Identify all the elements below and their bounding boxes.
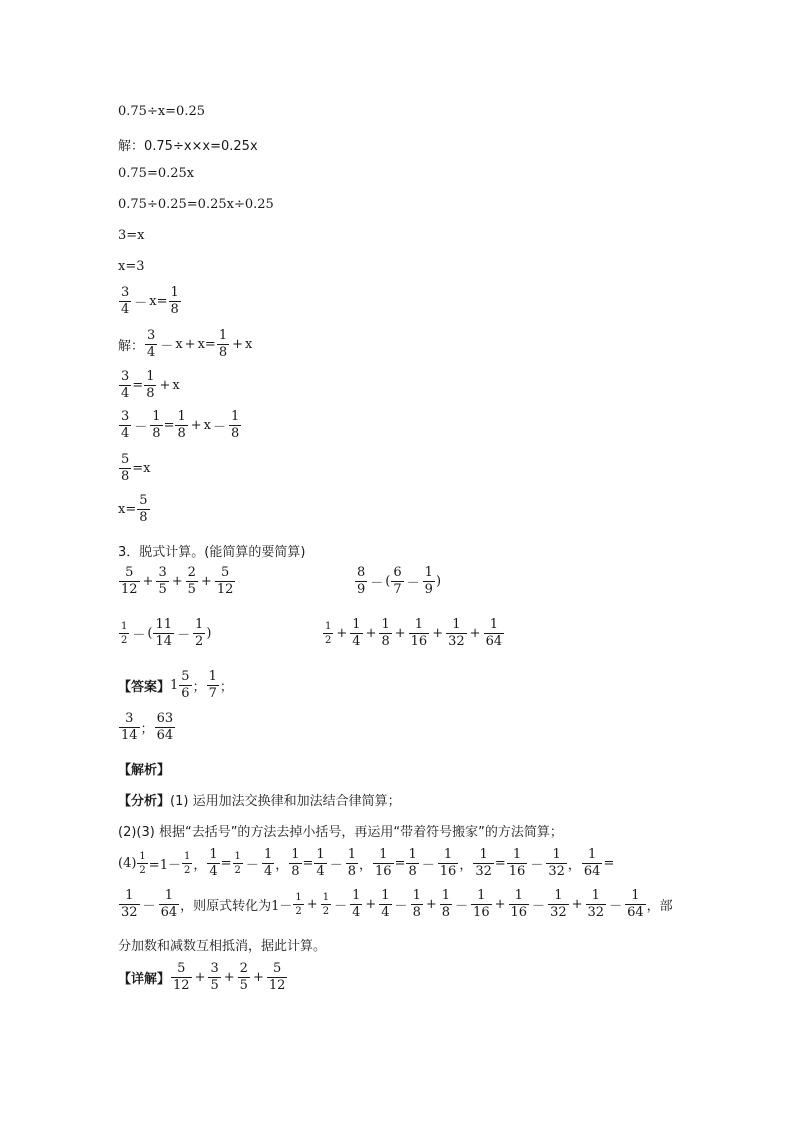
eq2-line-4: $\frac{3}{4}$ － $\frac{1}{8}$ = $\frac{1}{8}$ + x － $\frac{1}{8}$ [121,409,240,441]
fenxi-line-2: (2)(3) 根据“去括号”的方法去掉小括号，再运用“带着符号搬家”的方法简算； [118,825,563,840]
eq1-line-1 [118,104,205,119]
eq2-line-3: $\frac{3}{4}$ = $\frac{1}{8}$ + x [121,369,180,401]
fraction: $\frac{3}{4}$ [121,285,130,317]
fraction: $\frac{3}{4}$ [147,328,156,360]
answer-line-1: 【答案】 1 $\frac{5}{6}$ ； $\frac{1}{7}$ ； [118,669,233,701]
fraction: $\frac{1}{8}$ [146,369,155,401]
fraction: $\frac{3}{4}$ [121,369,130,401]
eq1-line-2 [118,135,258,154]
eq1-text-6: x=3 [118,259,145,274]
fraction: $\frac{1}{8}$ [218,328,228,360]
eq1-text-2: 解：0.75÷x×x=0.25x [118,139,258,154]
fraction: $\frac{5}{8}$ [139,493,148,525]
fenxi-line-3: (4) $\frac{1}{2}$ =1－ $\frac{1}{2}$ ， $\frac{1}{4}$ = $\frac{1}{2}$ － $\frac{1}{4}$ ， $\frac{1}{8}$ = $\frac{1}{4}$ － $\frac{1}{8}$ ， $\frac{1}{16}$ = $\frac{1}{8}$ － $\frac{1}{16}$ ， $\frac{1}{32}$ = $\frac{1}{16}$ － $\frac{1}{32}$ ， $\frac{1}{64}$ = [118,847,615,879]
problem-3: $\frac{1}{2}$ － ( $\frac{11}{14}$ － $\frac{1}{2}$ ) [121,617,212,649]
eq1-text-5: 3=x [118,228,145,243]
fenxi-line-4: $\frac{1}{32}$ － $\frac{1}{64}$ ，则原式转化为 1－ $\frac{1}{2}$ + $\frac{1}{2}$ － $\frac{1}{4}$ + $\frac{1}{4}$ － $\frac{1}{8}$ + $\frac{1}{8}$ － $\frac{1}{16}$ + $\frac{1}{16}$ － $\frac{1}{32}$ + $\frac{1}{32}$ － $\frac{1}{64}$ ，部 [121,888,673,920]
eq1-text-3: 0.75=0.25x [118,166,195,181]
eq2-line-1: $\frac{3}{4}$ － x= $\frac{1}{8}$ [121,285,179,317]
answer-line-2: $\frac{3}{14}$ ； $\frac{63}{64}$ [121,711,174,743]
fraction: $\frac{1}{8}$ [170,285,179,317]
eq2-line-2: 解： $\frac{3}{4}$ － x + x = $\frac{1}{8}$ + x [118,328,253,360]
eq2-line-5: $\frac{5}{8}$ =x [121,452,151,484]
eq1-line-4 [118,197,274,212]
fenxi-line-1: 【分析】 (1) 运用加法交换律和加法结合律简算； [118,794,401,809]
eq1-line-3 [118,166,194,181]
eq2-line-6: x= $\frac{5}{8}$ [118,493,148,525]
fraction: $\frac{5}{8}$ [121,452,130,484]
part3-heading: 3．脱式计算。(能简算的要简算) [118,545,306,560]
fraction: $\frac{1}{8}$ [177,409,186,441]
fraction: $\frac{1}{8}$ [231,409,240,441]
fraction: $\frac{3}{4}$ [121,409,130,441]
document-page [118,0,734,1123]
eq1-line-5 [118,228,145,243]
fraction: $\frac{1}{8}$ [152,409,161,441]
analysis-label: 【解析】 [118,763,171,778]
detail-line-1: 【详解】 $\frac{5}{12}$ + $\frac{3}{5}$ + $\frac{2}{5}$ + $\frac{5}{12}$ [118,961,286,993]
problem-2: $\frac{8}{9}$ － ( $\frac{6}{7}$ － $\frac{1}{9}$ ) [357,565,442,597]
problem-4: $\frac{1}{2}$ + $\frac{1}{4}$ + $\frac{1}{8}$ + $\frac{1}{16}$ + $\frac{1}{32}$ + $\frac{1}{64}$ [325,617,503,649]
eq1-line-6 [118,259,145,274]
eq1-text-1: 0.75÷x=0.25 [118,104,206,119]
fenxi-line-5: 分加数和减数互相抵消，据此计算。 [118,939,327,954]
problem-1: $\frac{5}{12}$ + $\frac{3}{5}$ + $\frac{2}{5}$ + $\frac{5}{12}$ [121,565,234,597]
eq1-text-4: 0.75÷0.25=0.25x÷0.25 [118,197,274,212]
